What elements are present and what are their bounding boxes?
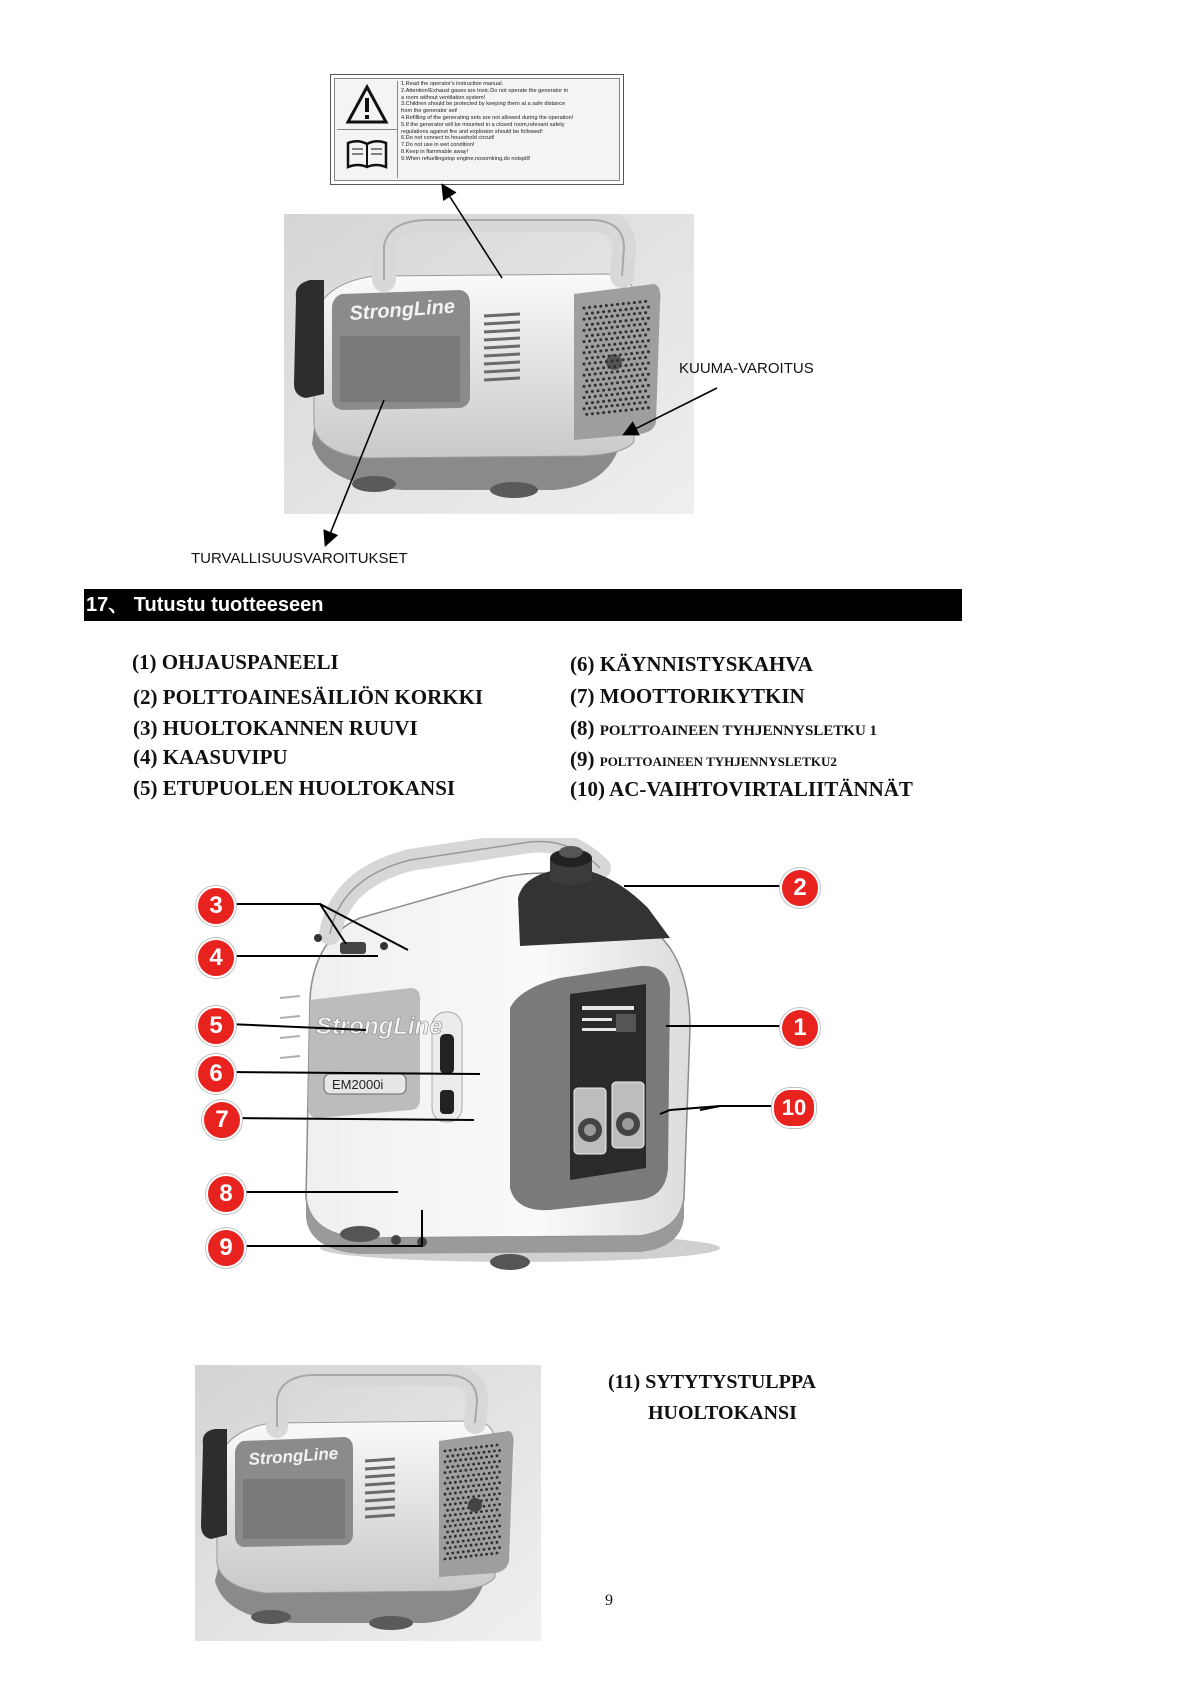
callout-badge-6: 6 bbox=[196, 1054, 236, 1094]
part-10: (10) AC-VAIHTOVIRTALIITÄNNÄT bbox=[570, 777, 913, 801]
warning-label-line: regulations against fire and explosion should be followed! bbox=[401, 128, 543, 135]
part-5: (5) ETUPUOLEN HUOLTOKANSI bbox=[133, 776, 456, 800]
hot-warning-caption: KUUMA-VAROITUS bbox=[679, 360, 814, 377]
callout-badge-2: 2 bbox=[780, 868, 820, 908]
safety-warnings-caption: TURVALLISUUSVAROITUKSET bbox=[191, 550, 408, 567]
callout-badge-4: 4 bbox=[196, 938, 236, 978]
warning-label-line: from the generator set! bbox=[401, 108, 458, 115]
mid-brand-logo: StrongLine bbox=[316, 1013, 443, 1040]
warning-label-line: 7.Do not use in wet condition! bbox=[401, 142, 475, 149]
callout-badge-1: 1 bbox=[780, 1008, 820, 1048]
callout-badge-10: 10 bbox=[772, 1088, 816, 1128]
page-number: 9 bbox=[605, 1592, 613, 1609]
bottom-brand-logo: StrongLine bbox=[247, 1443, 339, 1469]
generator-side-photo-small bbox=[195, 1365, 541, 1641]
section-heading: 17、 Tutustu tuotteeseen bbox=[84, 589, 962, 621]
part-3: (3) HUOLTOKANNEN RUUVI bbox=[133, 716, 418, 740]
model-badge: EM2000i bbox=[332, 1077, 384, 1092]
callout-badge-3: 3 bbox=[196, 886, 236, 926]
top-brand-logo: StrongLine bbox=[348, 295, 456, 325]
warning-label-line: 5.If the generator will be mounted in a closed room,relevant safety bbox=[401, 121, 565, 128]
warning-label-line: 3.Children should be protected by keeping them at a safe distance bbox=[401, 101, 566, 108]
callout-badge-9: 9 bbox=[206, 1228, 246, 1268]
part-9: (9) POLTTOAINEEN TYHJENNYSLETKU2 bbox=[570, 747, 837, 771]
part-2: (2) POLTTOAINESÄILIÖN KORKKI bbox=[133, 685, 484, 709]
warning-label-line: 2.Attention!Exhaust gases are toxic.Do not operate the generator in bbox=[401, 87, 568, 94]
callout-badge-7: 7 bbox=[202, 1100, 242, 1140]
part-1: (1) OHJAUSPANEELI bbox=[132, 650, 339, 674]
warning-label-line: 8.Keep in flammable away! bbox=[401, 148, 469, 155]
warning-label-line: 6.Do not connect to household circuit! bbox=[401, 135, 495, 142]
spark-plug-cover-label-line2: HUOLTOKANSI bbox=[648, 1402, 797, 1424]
warning-label-line: 4.Refilling of the generating sets are not allowed during the operation! bbox=[401, 114, 574, 121]
warning-label-line: a room without ventilation system! bbox=[401, 94, 486, 101]
warning-label-line: 1.Read the operator's instruction manual. bbox=[401, 81, 504, 87]
spark-plug-cover-label-line1: (11) SYTYTYSTULPPA bbox=[608, 1371, 816, 1393]
callout-badge-5: 5 bbox=[196, 1006, 236, 1046]
warning-label-line: 9.When refuellingstop engine,nosomking,do notspill! bbox=[401, 155, 531, 162]
callout-badge-8: 8 bbox=[206, 1174, 246, 1214]
part-7: (7) MOOTTORIKYTKIN bbox=[570, 684, 805, 708]
part-6: (6) KÄYNNISTYSKAHVA bbox=[570, 652, 813, 676]
part-8: (8) POLTTOAINEEN TYHJENNYSLETKU 1 bbox=[570, 716, 878, 740]
part-4: (4) KAASUVIPU bbox=[133, 745, 288, 769]
